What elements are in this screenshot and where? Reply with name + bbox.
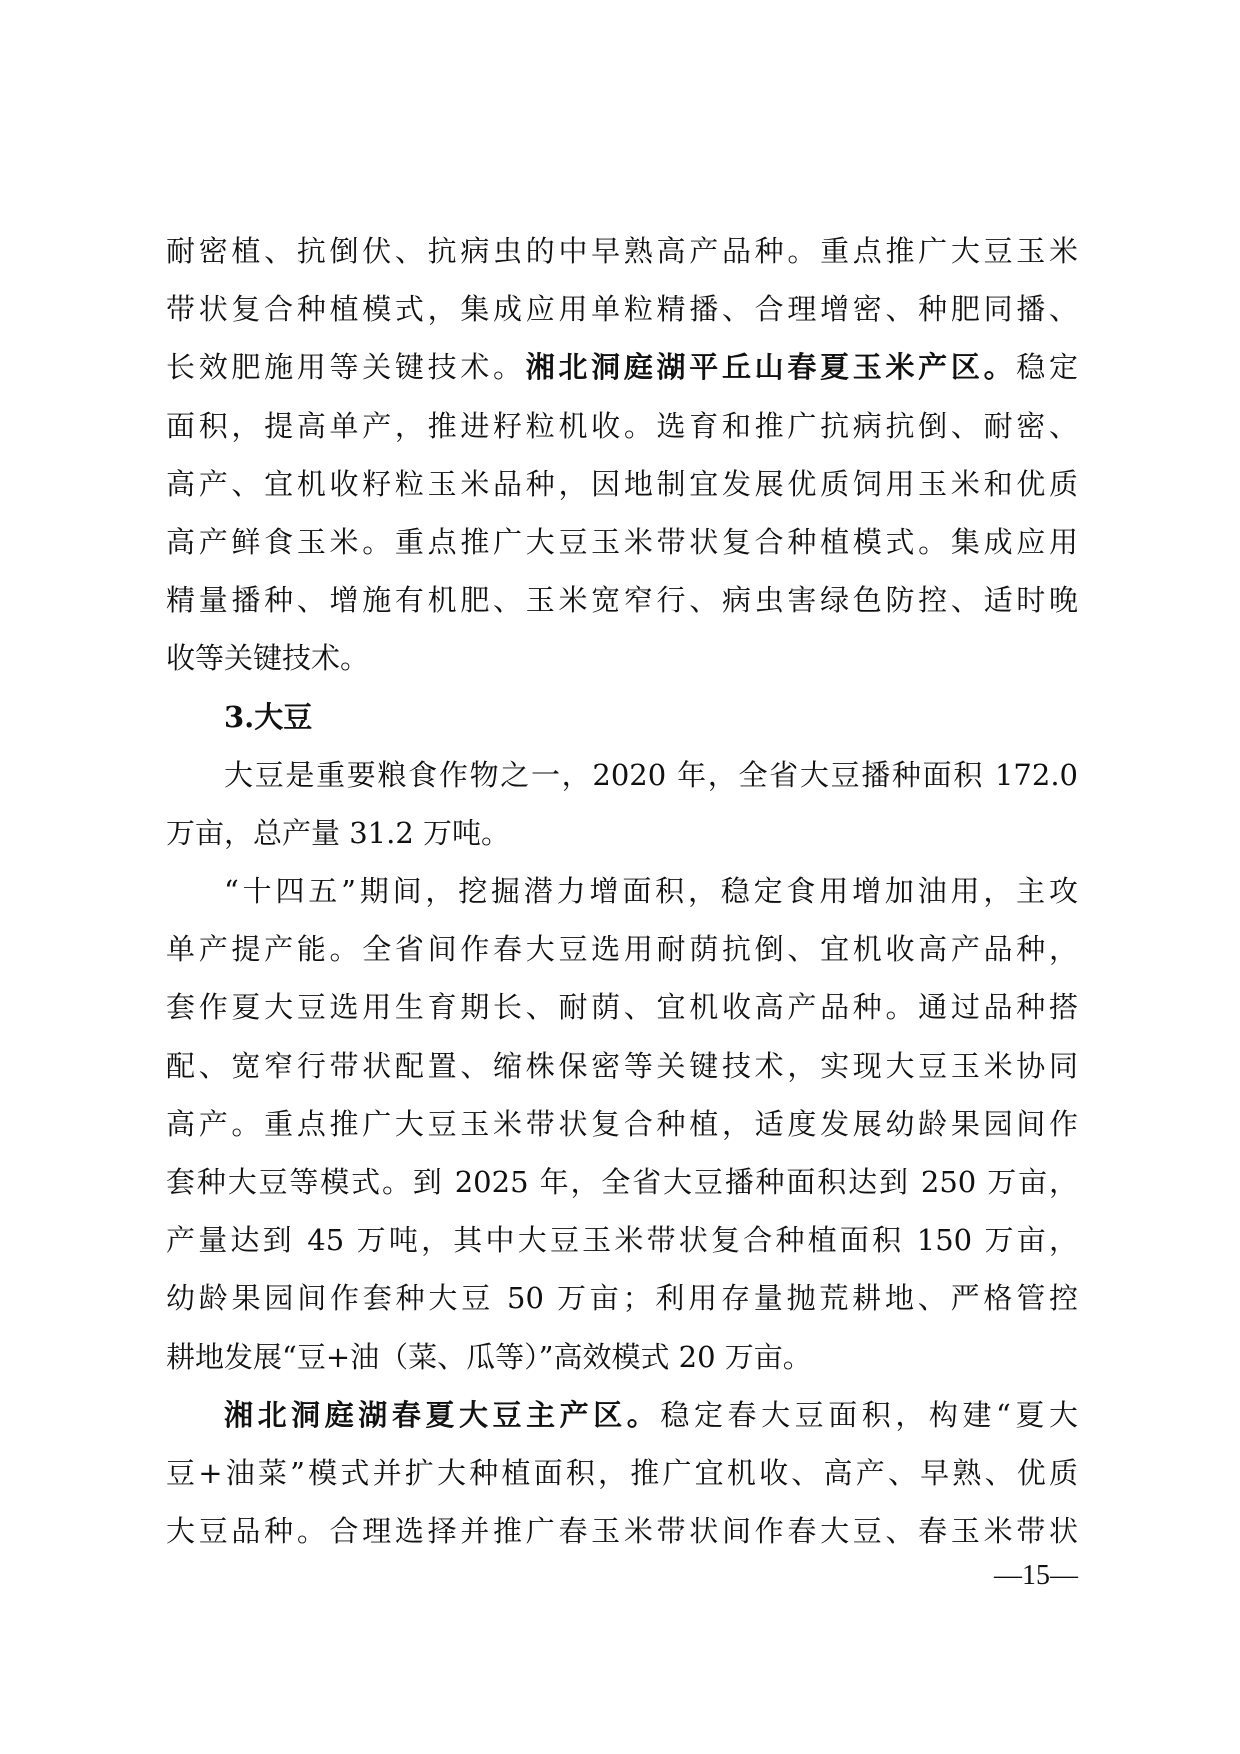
body-text [166, 222, 1078, 1560]
text-line: “十四五”期间，挖掘潜力增面积，稳定食用增加油用，主攻 [224, 874, 1078, 909]
text-line: 高产鲜食玉米。重点推广大豆玉米带状复合种植模式。集成应用 [166, 524, 1078, 559]
text-line: 万亩，总产量 31.2 万吨。 [166, 815, 511, 850]
text-line: 套种大豆等模式。到 2025 年，全省大豆播种面积达到 250 万亩， [166, 1165, 1078, 1199]
text-line: 大豆是重要粮食作物之一，2020 年，全省大豆播种面积 172.0 [224, 757, 1078, 792]
text-line [166, 1386, 1078, 1444]
text-run: 长效肥施用等关键技术。 [166, 350, 526, 385]
text-line [166, 338, 1078, 396]
text-line: 面积，提高单产，推进籽粒机收。选育和推广抗病抗倒、耐密、 [166, 408, 1078, 443]
region-heading-soybean: 湘北洞庭湖春夏大豆主产区。 [224, 1397, 661, 1432]
text-line: 带状复合种植模式，集成应用单粒精播、合理增密、种肥同播、 [166, 292, 1078, 327]
text-line: 单产提产能。全省间作春大豆选用耐荫抗倒、宜机收高产品种， [166, 932, 1078, 967]
text-line: 豆+油菜”模式并扩大种植面积，推广宜机收、高产、早熟、优质 [166, 1455, 1078, 1490]
text-line: 耐密植、抗倒伏、抗病虫的中早熟高产品种。重点推广大豆玉米 [166, 234, 1078, 268]
text-line: 大豆品种。合理选择并推广春玉米带状间作春大豆、春玉米带状 [166, 1514, 1078, 1549]
text-line: 幼龄果园间作套种大豆 50 万亩；利用存量抛荒耕地、严格管控 [166, 1281, 1078, 1316]
text-line: 产量达到 45 万吨，其中大豆玉米带状复合种植面积 150 万亩， [166, 1223, 1078, 1258]
text-line: 耕地发展“豆+油（菜、瓜等）”高效模式 20 万亩。 [166, 1339, 812, 1374]
text-run: 稳定 [1016, 350, 1078, 385]
text-line: 配、宽窄行带状配置、缩株保密等关键技术，实现大豆玉米协同 [166, 1048, 1078, 1083]
text-line: 高产、宜机收籽粒玉米品种，因地制宜发展优质饲用玉米和优质 [166, 466, 1078, 501]
text-line: 收等关键技术。 [166, 641, 370, 676]
section-heading: 3.大豆 [224, 699, 313, 734]
text-line: 套作夏大豆选用生育期长、耐荫、宜机收高产品种。通过品种搭 [166, 990, 1078, 1025]
region-heading-corn: 湘北洞庭湖平丘山春夏玉米产区。 [525, 350, 1017, 385]
text-line: 精量播种、增施有机肥、玉米宽窄行、病虫害绿色防控、适时晚 [166, 583, 1078, 618]
text-line: 高产。重点推广大豆玉米带状复合种植，适度发展幼龄果园间作 [166, 1106, 1078, 1141]
page-number: —15— [994, 1560, 1078, 1591]
text-run: 稳定春大豆面积，构建“夏大 [660, 1397, 1078, 1432]
